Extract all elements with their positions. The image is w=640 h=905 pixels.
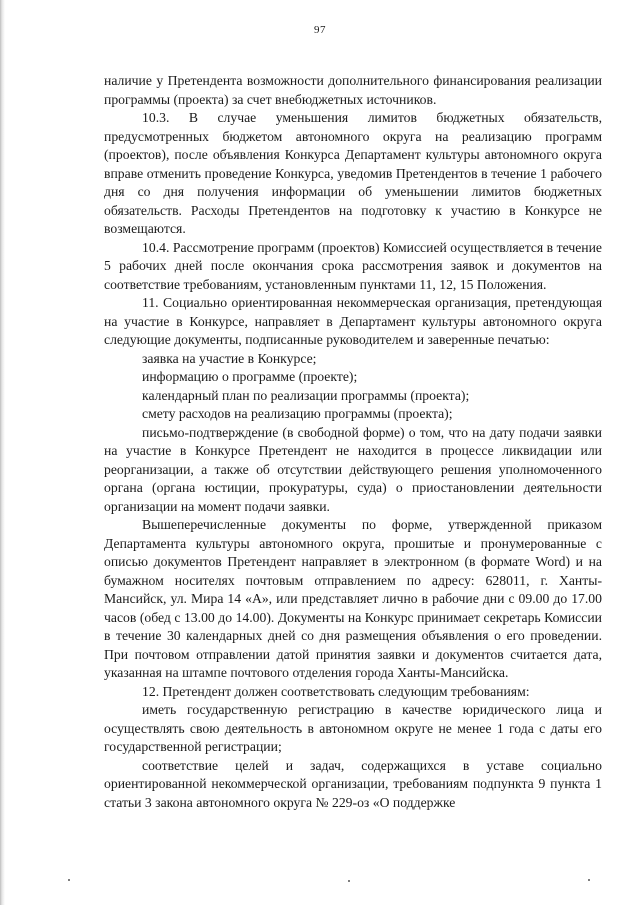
paragraph-funding-continued: наличие у Претендента возможности дополнительного финансирования реализации программы (проекта) за счет внебюджетных источников. [104,73,602,107]
documents-list [104,350,602,424]
list-item: заявка на участие в Конкурсе; [142,350,317,366]
paragraph-10-3: 10.3. В случае уменьшения лимитов бюджетных обязательств, предусмотренных бюджетом автономного округа на реализацию программ (проектов), после объявления Конкурса Департамент культуры автономного округа вправе отменить проведение Конкурса, уведомив Претендентов в течение 1 рабочего дня со дня получения информации об уменьшении лимитов бюджетных обязательств. Расходы Претендентов на подготовку к участию в Конкурсе не возмещаются. [104,110,602,236]
paragraph-12: 12. Претендент должен соответствовать следующим требованиям: [142,683,530,699]
paragraph-10-4: 10.4. Рассмотрение программ (проектов) Комиссией осуществляется в течение 5 рабочих дней после окончания срока рассмотрения заявок и документов на соответствие требованиям, установленным пунктами 11, 12, 15 Положения. [104,239,602,292]
page-number: 97 [314,24,326,36]
document-body [104,72,602,812]
paragraph-submission-procedure: Вышеперечисленные документы по форме, утвержденной приказом Департамента культуры автономного округа, прошитые и пронумерованные с описью документов Претендент направляет в электронном (в формате Word) и на бумажном носителях почтовым отправлением по адресу: 628011, г. Ханты-Мансийск, ул. Мира 14 «А», или представляет лично в рабочие дни с 09.00 до 17.00 часов (обед с 13.00 до 14.00). Документы на Конкурс принимает секретарь Комиссии в течение 30 календарных дней со дня размещения объявления о его проведении. При почтовом отправлении датой принятия заявки и документов считается дата, указанная на штампе почтового отделения города Ханты-Мансийска. [104,517,602,680]
paragraph-confirmation-letter: письмо-подтверждение (в свободной форме) о том, что на дату подачи заявки на участие в Конкурсе Претендент не находится в процессе ликвидации или реорганизации, а также об отсутствии действующего решения уполномоченного органа (органа юстиции, прокуратуры, суда) о приостановлении деятельности организации на момент подачи заявки. [104,424,602,514]
paragraph-registration-requirement: иметь государственную регистрацию в качестве юридического лица и осуществлять свою деятельность в автономном округе не менее 1 года с даты его государственной регистрации; [104,702,602,754]
paragraph-11: 11. Социально ориентированная некоммерческая организация, претендующая на участие в Конкурсе, направляет в Департамент культуры автономного округа следующие документы, подписанные руководителем и заверенные печатью: [104,295,602,347]
scan-speck [68,879,70,881]
paragraph-charter-requirement: соответствие целей и задач, содержащихся в уставе социально ориентированной некоммерческой организации, требованиям подпункта 9 пункта 1 статьи 3 закона автономного округа № 229-оз «О поддержке [104,757,602,810]
scan-speck [348,880,350,882]
scan-edge-shadow [0,0,5,905]
list-item: смету расходов на реализацию программы (проекта); [142,406,453,421]
scan-speck [588,879,590,881]
list-item: информацию о программе (проекте); [142,369,358,384]
list-item: календарный план по реализации программы (проекта); [142,387,470,403]
